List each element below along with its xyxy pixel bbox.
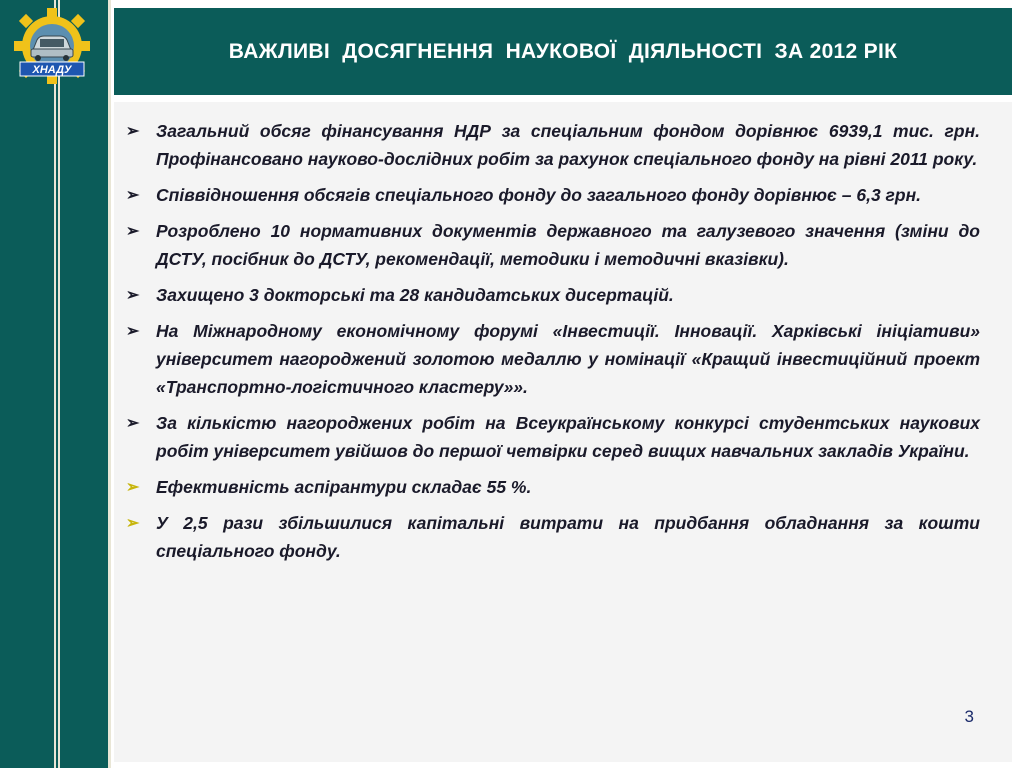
slide-title: ВАЖЛИВІ ДОСЯГНЕННЯ НАУКОВОЇ ДІЯЛЬНОСТІ ЗА 2012 РІК [228,39,898,63]
bullet-arrow-icon: ➢ [126,287,140,304]
left-stripe [108,0,111,768]
left-stripe [58,0,60,768]
bullet-item [124,117,980,173]
bullet-text: Захищено 3 докторські та 28 кандидатських дисертацій. [156,285,674,305]
page-number: 3 [964,707,974,726]
bullet-arrow-icon: ➢ [126,479,140,496]
bullet-item [124,473,980,501]
bullet-list [124,117,980,573]
bullet-arrow-icon: ➢ [126,515,140,532]
bullet-text: У 2,5 рази збільшилися капітальні витрати на придбання обладнання за кошти спеціального фонду. [156,513,980,561]
car-icon [31,36,73,61]
bullet-arrow-icon: ➢ [126,323,140,340]
logo-text: ХНАДУ [32,64,72,76]
university-logo [6,6,98,88]
bullet-item [124,509,980,565]
bullet-text: Ефективність аспірантури складає 55 %. [156,477,532,497]
bullet-text: Співвідношення обсягів спеціального фонду до загального фонду дорівнює – 6,3 грн. [156,185,922,205]
bullet-text: На Міжнародному економічному форумі «Інвестиції. Інновації. Харківські ініціативи» університет нагороджений золотою медаллю у номінації «Кращий інвестиційний проект «Транспортно-логістичного кластеру»». [156,321,980,397]
bullet-item [124,281,980,309]
bullet-arrow-icon: ➢ [126,187,140,204]
bullet-item [124,317,980,401]
bullet-item [124,181,980,209]
title-bar [114,8,1012,95]
bullet-item [124,409,980,465]
bullet-arrow-icon: ➢ [126,123,140,140]
bullet-text: За кількістю нагороджених робіт на Всеукраїнському конкурсі студентських наукових робіт університет увійшов до першої четвірки серед вищих навчальних закладів України. [156,413,980,461]
bullet-arrow-icon: ➢ [126,415,140,432]
left-stripe [54,0,56,768]
bullet-text: Загальний обсяг фінансування НДР за спеціальним фондом дорівнює 6939,1 тис. грн. Профінансовано науково-дослідних робіт за рахунок спеціального фонду на рівні 2011 року. [156,121,980,169]
bullet-item [124,217,980,273]
bullet-text: Розроблено 10 нормативних документів державного та галузевого значення (зміни до ДСТУ, посібник до ДСТУ, рекомендації, методики і методичні вказівки). [156,221,980,269]
bullet-arrow-icon: ➢ [126,223,140,240]
